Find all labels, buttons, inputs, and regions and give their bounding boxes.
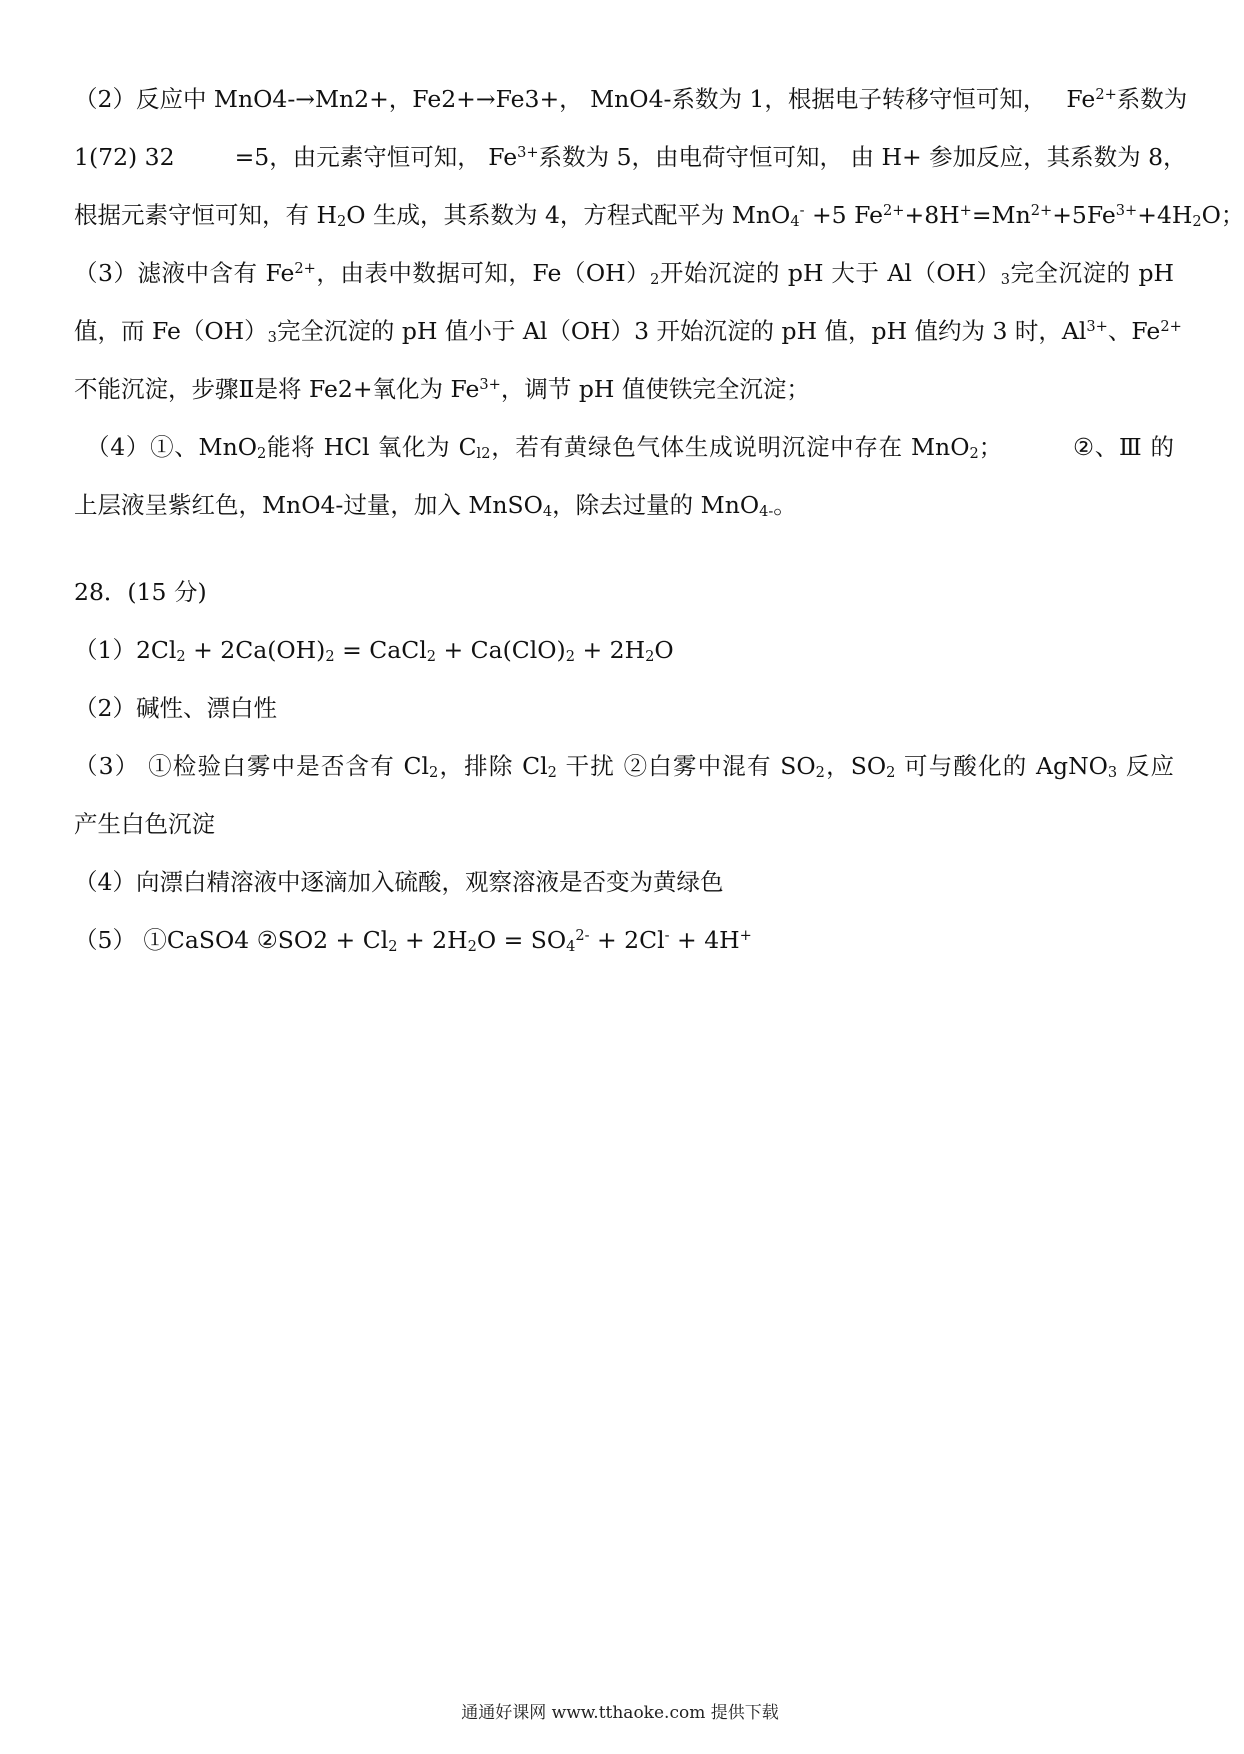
q28-part2: （2）碱性、漂白性 bbox=[74, 694, 277, 722]
q28-part5: （5） ①CaSO4 ②SO2 + $Cl_2 + 2H_2O = SO_4^{2-} + 2Cl^- + 4H^+$ bbox=[74, 926, 752, 955]
q27-part2-line2: 1(72) 32 =5，由元素守恒可知， $Fe^{3+}$系数为 5，由电荷守恒可知， 由 H+ 参加反应，其系数为 8， bbox=[74, 143, 1187, 171]
q28-part3-line2: 产生白色沉淀 bbox=[74, 810, 215, 838]
q27-part3-line3: 不能沉淀，步骤Ⅱ是将 Fe2+氧化为 $Fe^{3+}$，调节 pH 值使铁完全沉淀； bbox=[74, 375, 810, 403]
q28-heading: 28．(15 分) bbox=[74, 578, 207, 606]
q27-part4-line1: （4）①、MnO$_2$能将 HCl 氧化为 $C_{l2}$，若有黄绿色气体生成说明沉淀中存在 MnO$_2$； ②、Ⅲ 的 bbox=[86, 433, 1174, 462]
q27-part4-line2: 上层液呈紫红色，MnO4-过量，加入 MnSO$_4$，除去过量的 MnO$_{4-}$。 bbox=[74, 491, 797, 520]
q27-part3-line2: 值，而 $Fe(OH)_3$完全沉淀的 pH 值小于 Al（OH）3 开始沉淀的 pH 值，pH 值约为 3 时，$Al^{3+}$、$Fe^{2+}$ bbox=[74, 317, 1182, 346]
page-footer: 通通好课网 www.tthaoke.com 提供下载 bbox=[461, 1703, 779, 1723]
q27-part2-line3: 根据元素守恒可知，有 $H_2O$ 生成，其系数为 4，方程式配平为 MnO$_4$- +5 $Fe^{2+}+8H^+=Mn^{2+}+5Fe^{3+}+4H_2O$； bbox=[74, 201, 1244, 230]
q28-part1: $(1)2Cl_2 + 2Ca(OH)_2$ = CaCl$_2$ + $Ca(ClO)_2 + 2H_2O$ bbox=[74, 636, 674, 665]
q28-part3-line1: （3） ①检验白雾中是否含有 $Cl_2$，排除 $Cl_2$ 干扰 ②白雾中混有 $SO_2$，$SO_2$ 可与酸化的 AgNO$_3$ 反应 bbox=[74, 752, 1174, 781]
q27-part2-line1: （2）反应中 MnO4-→Mn2+，Fe2+→Fe3+， MnO4-系数为 1，根据电子转移守恒可知， $Fe^{2+}$系数为 bbox=[74, 85, 1188, 113]
fraction-expression: 1(72) 32 bbox=[74, 143, 175, 171]
q27-part3-line1: （3）滤液中含有 $Fe^{2+}$，由表中数据可知，$Fe(OH)_2$开始沉淀的 pH 大于 $Al(OH)_3$完全沉淀的 pH bbox=[74, 259, 1174, 288]
q28-part4: （4）向漂白精溶液中逐滴加入硫酸，观察溶液是否变为黄绿色 bbox=[74, 868, 724, 896]
